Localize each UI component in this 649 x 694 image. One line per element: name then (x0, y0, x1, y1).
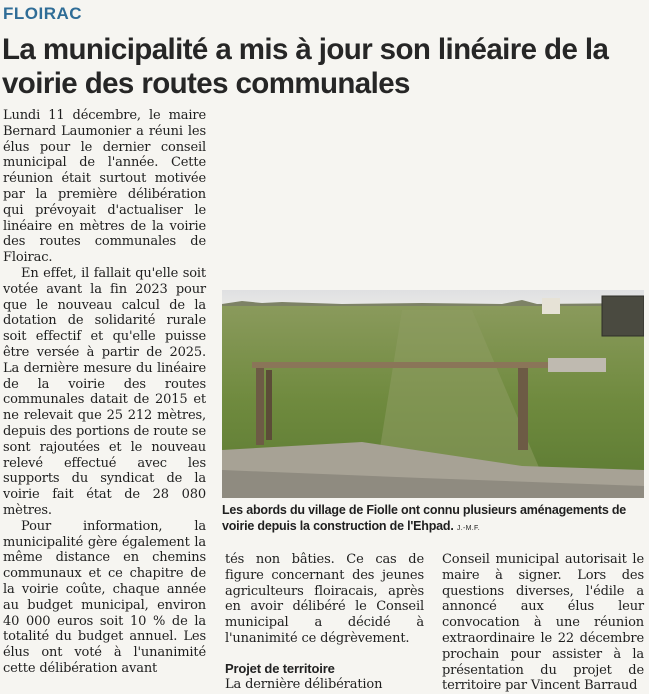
article-column-1 (3, 108, 206, 677)
body-paragraph: tés non bâties. Ce cas de figure concernant des jeunes agriculteurs floiracais, après en avoir délibéré le Conseil municipal a décidé à l'unanimité ce dégrèvement. (225, 552, 424, 646)
section-subheading: Projet de territoire (225, 660, 335, 676)
photo-caption (222, 502, 646, 537)
body-paragraph: Lundi 11 décembre, le maire Bernard Laumonier a réuni les élus pour le dernier conseil municipal de l'année. Cette réunion était surtout motivée par la première délibération qui prévoyait d'actualiser le linéaire en mètres de la voirie des routes communales de Floirac. (3, 108, 206, 266)
article-headline: La municipalité a mis à jour son linéaire de la voirie des routes communales (2, 33, 609, 100)
article-column-3 (442, 552, 644, 694)
body-paragraph: Conseil municipal autorisait le maire à signer. Lors des questions diverses, l'édile a annoncé aux élus leur convocation à une réunion extraordinaire le 22 décembre prochain pour assister à la présentation du projet de territoire par Vincent Barraud (442, 552, 644, 694)
section-kicker: FLOIRAC (3, 4, 83, 23)
article-column-2 (225, 552, 424, 692)
body-paragraph: La dernière délibération (225, 676, 383, 692)
caption-text: Les abords du village de Fiolle ont connu plusieurs aménagements de voirie depuis la construction de l'Ehpad. (222, 503, 627, 533)
body-paragraph: Pour information, la municipalité gère également la même distance en chemins communaux et ce chapitre de la voirie coûte, chaque année au budget municipal, environ 40 000 euros soit 10 % de la totalité du budget annuel. Les élus ont voté à l'unanimité cette délibération avant (3, 518, 206, 676)
body-paragraph: En effet, il fallait qu'elle soit votée avant la fin 2023 pour que le nouveau calcul de la dotation de solidarité rurale soit effectif et qu'elle puisse être versée à partir de 2025. La dernière mesure du linéaire de la voirie des routes communales datait de 2015 et ne relevait que 25 212 mètres, depuis des portions de route se sont rajoutées et le nouveau relevé effectué avec les supports du syndicat de la voirie fait état de 28 080 mètres. (3, 265, 206, 518)
article-photo (222, 290, 644, 498)
photo-credit: J.-M.F. (456, 525, 481, 532)
